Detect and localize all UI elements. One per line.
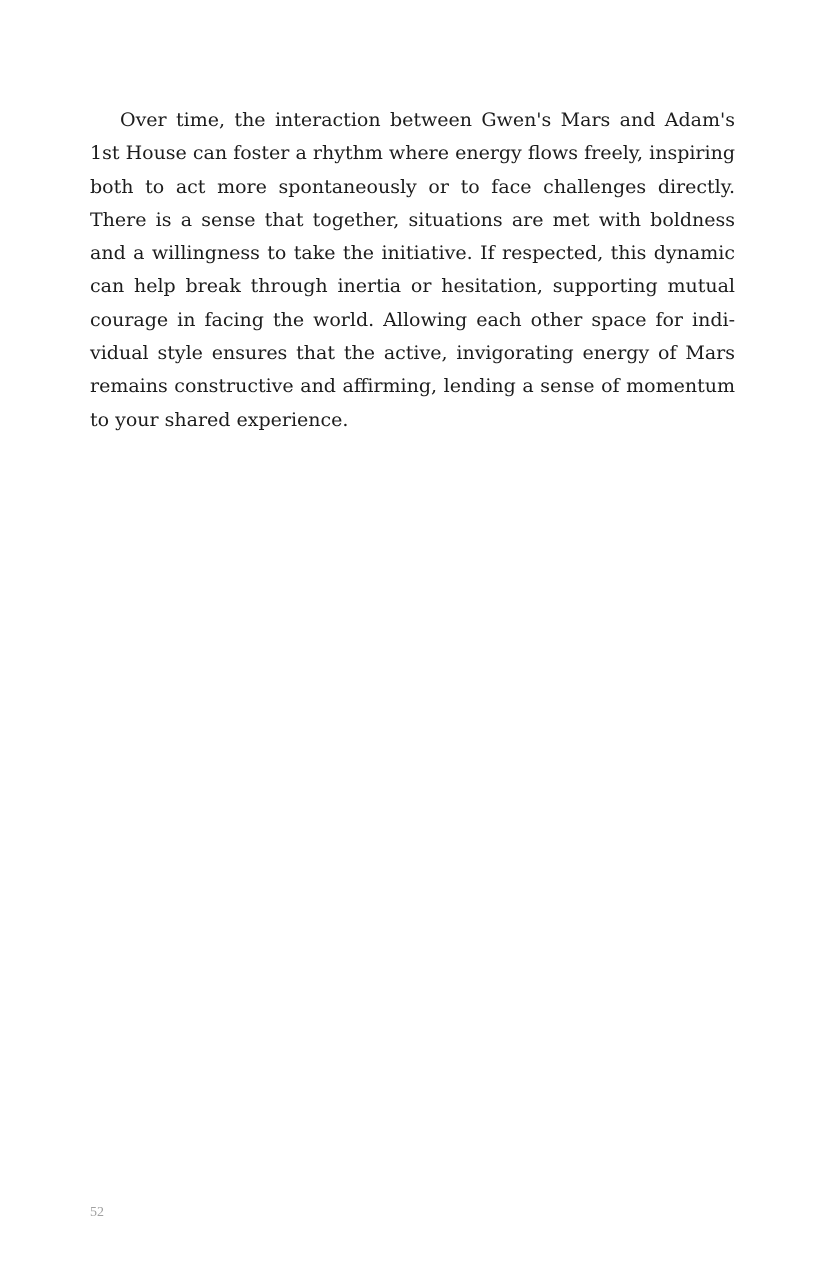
body-paragraph: Over time, the interaction between Gwen's Mars and Adam's 1st House can foster a rhythm where energy flows freely, inspiring both to act more spontaneously or to face challenges directly. There is a sense that together, situations are met with boldness and a willingness to take the initiative. If respected, this dynamic can help break through inertia or hesitation, supporting mutual courage in facing the world. Allowing each other space for individual style ensures that the active, invigorating energy of Mars remains constructive and affirming, lending a sense of momentum to your shared experience. xyxy=(90,109,735,431)
page-number: 52 xyxy=(90,1205,104,1220)
